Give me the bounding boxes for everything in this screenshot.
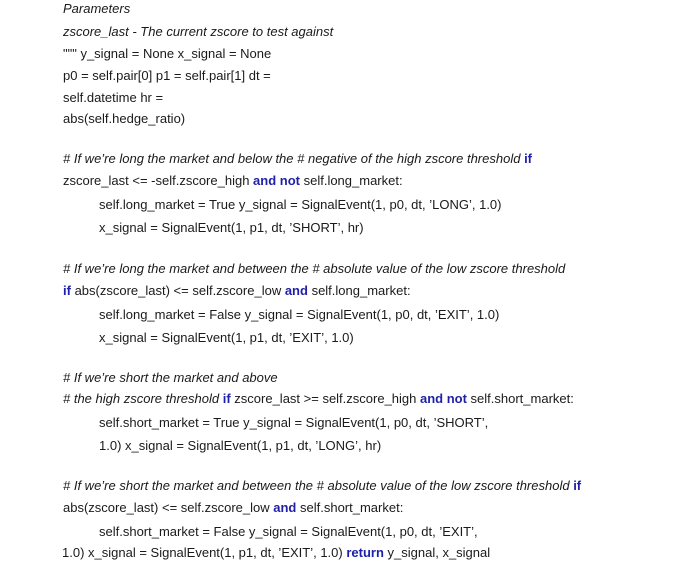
block2-comment-line: [63, 260, 565, 277]
block1-cond-post: self.long_market:: [299, 173, 403, 188]
parameters-heading: Parameters: [63, 1, 131, 16]
block4-body-2-line: [62, 544, 490, 561]
block1-comment-line: [63, 150, 532, 167]
block4-condition-line: [63, 499, 403, 516]
block1-body-1: self.long_market = True y_signal = SignalEvent(1, p0, dt, ’LONG’, 1.0): [99, 197, 502, 212]
block4-body-2-post: y_signal, x_signal: [383, 545, 491, 560]
block4-comment: # If we’re short the market and between the # absolute value of the low zscore threshold: [63, 478, 574, 493]
block3-comment-2: # the high zscore threshold: [63, 391, 223, 406]
block2-condition-line: [63, 282, 411, 299]
block1-condition-line: [63, 172, 403, 189]
block3-body-1: self.short_market = True y_signal = SignalEvent(1, p0, dt, ’SHORT’,: [99, 415, 489, 430]
block1-if-keyword: if: [524, 151, 533, 166]
block2-cond-pre: abs(zscore_last) <= self.zscore_low: [70, 283, 285, 298]
block1-and-not-keyword: and not: [253, 173, 300, 188]
block3-comment-1: # If we’re short the market and above: [63, 370, 278, 385]
block2-body-2: x_signal = SignalEvent(1, p1, dt, ’EXIT’, 1.0): [99, 330, 354, 345]
init-line-2: p0 = self.pair[0] p1 = self.pair[1] dt =: [63, 68, 271, 83]
block4-comment-line: [63, 477, 581, 494]
block1-cond-pre: zscore_last <= -self.zscore_high: [63, 173, 254, 188]
block3-and-not-keyword: and not: [420, 391, 467, 406]
block4-if-keyword: if: [573, 478, 582, 493]
block2-body-1: self.long_market = False y_signal = SignalEvent(1, p0, dt, ’EXIT’, 1.0): [99, 307, 500, 322]
block4-return-keyword: return: [346, 545, 384, 560]
init-line-1: """ y_signal = None x_signal = None: [63, 46, 272, 61]
block4-cond-post: self.short_market:: [296, 500, 404, 515]
init-line-4: abs(self.hedge_ratio): [63, 111, 186, 126]
block3-body-2: 1.0) x_signal = SignalEvent(1, p1, dt, ’LONG’, hr): [99, 438, 382, 453]
block2-if-keyword: if: [63, 283, 71, 298]
block1-comment: # If we’re long the market and below the # negative of the high zscore threshold: [63, 151, 525, 166]
block2-comment: # If we’re long the market and between the # absolute value of the low zscore threshold: [63, 261, 566, 276]
block3-cond-pre: zscore_last >= self.zscore_high: [230, 391, 420, 406]
block4-and-keyword: and: [273, 500, 297, 515]
init-line-3: self.datetime hr =: [63, 90, 164, 105]
block3-condition-line: [63, 390, 574, 407]
block3-cond-post: self.short_market:: [466, 391, 574, 406]
block2-cond-post: self.long_market:: [307, 283, 411, 298]
block1-body-2: x_signal = SignalEvent(1, p1, dt, ’SHORT’, hr): [99, 220, 364, 235]
block4-cond-pre: abs(zscore_last) <= self.zscore_low: [63, 500, 274, 515]
param-description: zscore_last - The current zscore to test against: [63, 24, 334, 39]
block4-body-1: self.short_market = False y_signal = SignalEvent(1, p0, dt, ’EXIT’,: [99, 524, 478, 539]
block3-if-keyword: if: [222, 391, 231, 406]
block4-body-2-pre: 1.0) x_signal = SignalEvent(1, p1, dt, ’EXIT’, 1.0): [62, 545, 347, 560]
block2-and-keyword: and: [284, 283, 308, 298]
